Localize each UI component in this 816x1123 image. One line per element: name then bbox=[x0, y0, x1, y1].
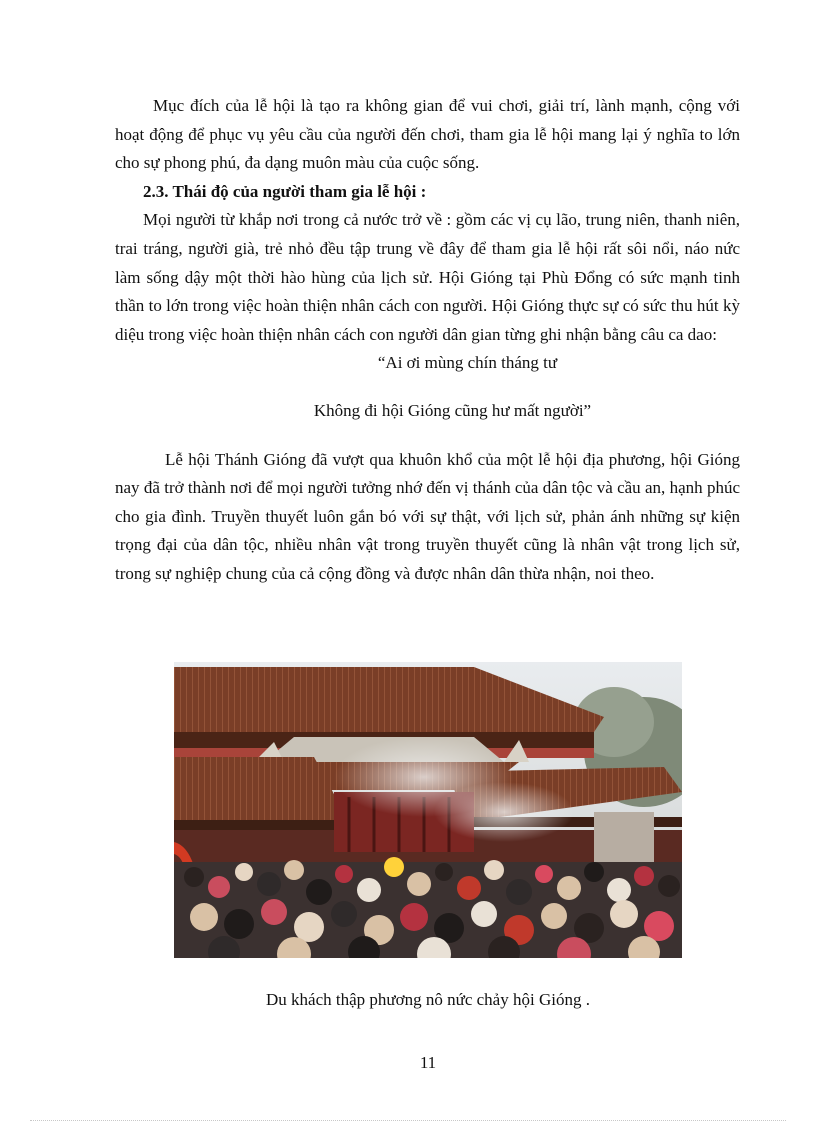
paragraph-attitude: Mọi người từ khắp nơi trong cả nước trở về : gồm các vị cụ lão, trung niên, thanh niên, trai tráng, người già, trẻ nhỏ đều tập trung về đây để tham gia lễ hội rất sôi nổi, náo nức làm sống dậy một thời hào hùng của lịch sử. Hội Gióng tại Phù Đổng có sức mạnh tinh thần to lớn trong việc hoàn thiện nhân cách con người. Hội Gióng thực sự có sức thu hút kỳ diệu trong việc hoàn thiện nhân cách con người dân gian từng ghi nhận bằng câu ca dao: bbox=[115, 210, 740, 344]
page-bottom-border bbox=[30, 1120, 786, 1121]
section-heading: 2.3. Thái độ của người tham gia lễ hội : bbox=[143, 181, 427, 201]
paragraph-festival: Lễ hội Thánh Gióng đã vượt qua khuôn khổ của một lễ hội địa phương, hội Gióng nay đã trở thành nơi để mọi người tưởng nhớ đến vị thánh của dân tộc và cầu an, hạnh phúc cho gia đình. Truyền thuyết luôn gắn bó với sự thật, với lịch sử, phản ánh những sự kiện trọng đại của dân tộc, nhiều nhân vật trong truyền thuyết cũng là nhân vật trong lịch sử, trong sự nghiệp chung của cả cộng đồng và được nhân dân thừa nhận, noi theo. bbox=[115, 449, 740, 583]
photo-caption: Du khách thập phương nô nức chảy hội Gióng . bbox=[266, 990, 590, 1009]
festival-photo bbox=[174, 662, 682, 958]
body-text bbox=[115, 92, 740, 589]
page-number: 11 bbox=[419, 1053, 437, 1072]
verse-line-1: “Ai ơi mùng chín tháng tư bbox=[377, 353, 558, 373]
verse-line-2: Không đi hội Gióng cũng hư mất người” bbox=[313, 400, 592, 420]
paragraph-purpose: Mục đích của lễ hội là tạo ra không gian để vui chơi, giải trí, lành mạnh, cộng với hoạt động để phục vụ yêu cầu của người đến chơi, tham gia lễ hội mang lại ý nghĩa to lớn cho sự phong phú, đa dạng muôn màu của cuộc sống. bbox=[115, 96, 740, 173]
